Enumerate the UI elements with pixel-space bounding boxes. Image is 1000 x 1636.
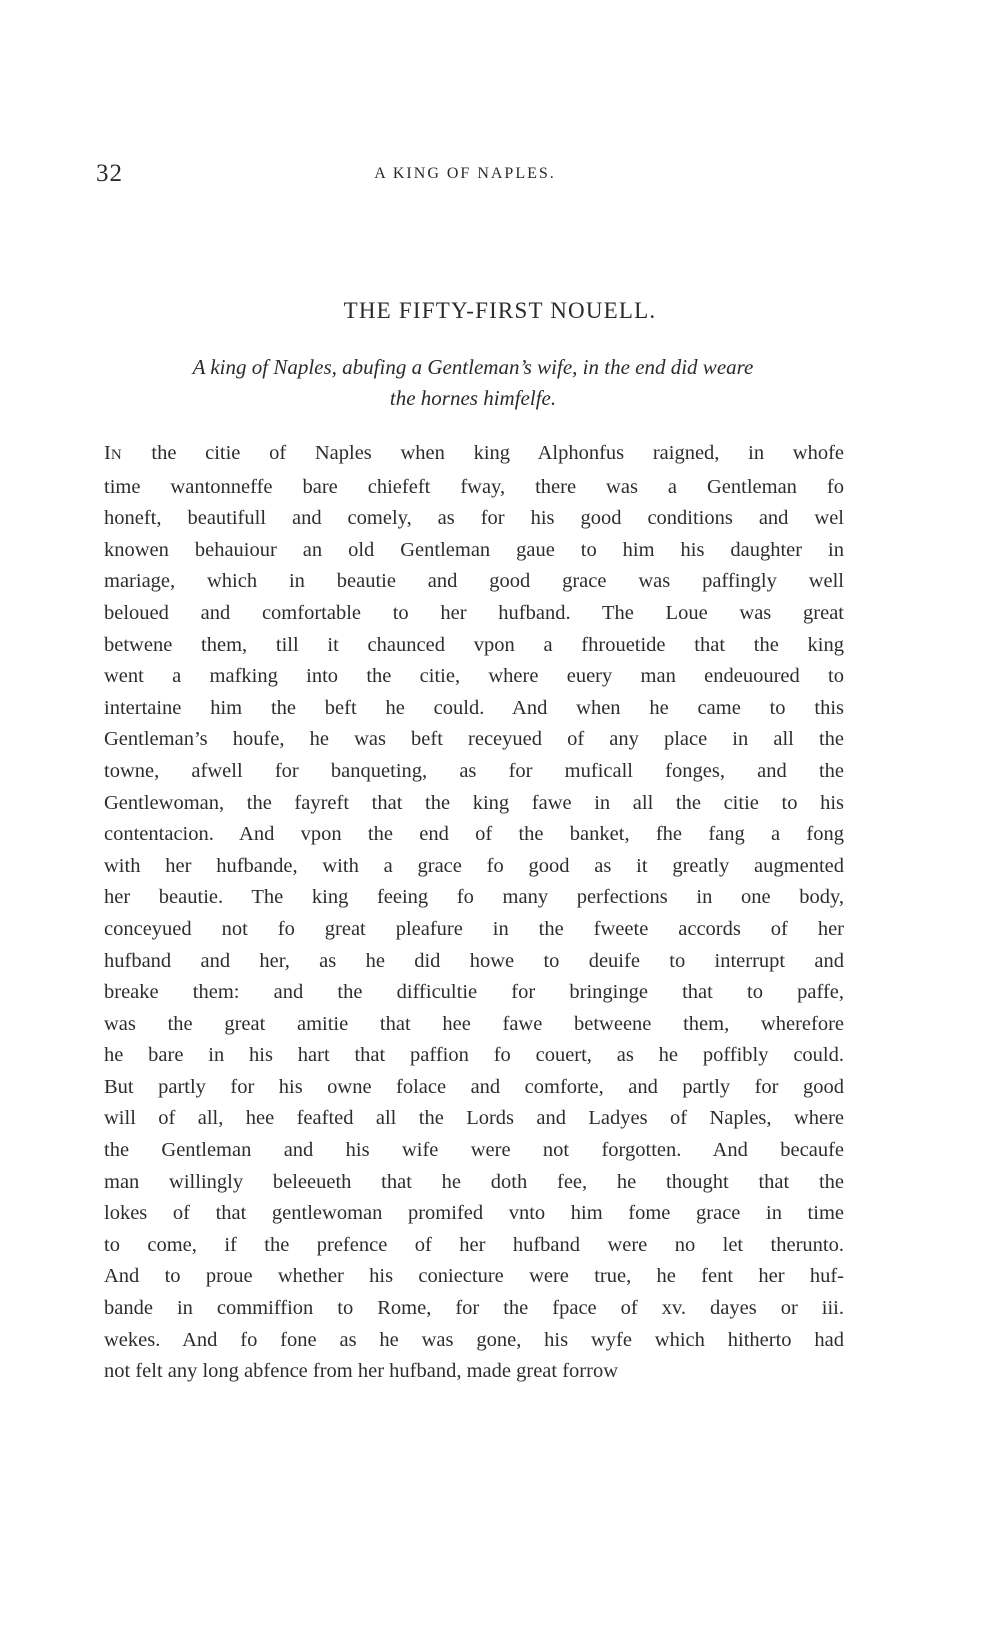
body-line: But partly for his owne folace and comforte, and partly for good: [104, 1075, 844, 1098]
body-line: will of all, hee feafted all the Lords and Ladyes of Naples, where: [104, 1107, 844, 1130]
body-line-first: [104, 438, 844, 472]
body-line: hufband and her, as he did howe to deuife to interrupt and: [104, 949, 844, 972]
body-line: Gentleman’s houfe, he was beft receyued of any place in all the: [104, 728, 844, 751]
body-line: honeft, beautifull and comely, as for his good conditions and wel: [104, 507, 844, 530]
chapter-title: THE FIFTY-FIRST NOUELL.: [343, 298, 657, 323]
body-text: [104, 438, 844, 1388]
body-line: intertaine him the beft he could. And when he came to this: [104, 696, 844, 719]
subtitle-line: the hornes himfelfe.: [389, 386, 557, 410]
body-line: towne, afwell for banqueting, as for muficall fonges, and the: [104, 759, 844, 782]
running-head: A KING OF NAPLES.: [374, 165, 556, 182]
page-number: 32: [96, 160, 123, 187]
body-line: was the great amitie that hee fawe betweene them, wherefore: [104, 1012, 844, 1035]
body-line: time wantonneffe bare chiefeft fway, there was a Gentleman fo: [104, 475, 844, 498]
body-line: her beautie. The king feeing fo many perfections in one body,: [104, 886, 844, 909]
body-line: he bare in his hart that paffion fo couert, as he poffibly could.: [104, 1044, 844, 1067]
body-line: And to proue whether his coniecture were true, he fent her huf-: [104, 1265, 844, 1288]
body-line: breake them: and the difficultie for bringinge that to paffe,: [104, 981, 844, 1004]
body-line: beloued and comfortable to her hufband. The Loue was great: [104, 601, 844, 624]
body-line: went a mafking into the citie, where euery man endeuoured to: [104, 665, 844, 688]
initial-letter: I: [104, 442, 111, 464]
body-line: knowen behauiour an old Gentleman gaue to him his daughter in: [104, 538, 844, 561]
body-line: conceyued not fo great pleafure in the fweete accords of her: [104, 917, 844, 940]
body-line: mariage, which in beautie and good grace was paffingly well: [104, 570, 844, 593]
body-line: Gentlewoman, the fayreft that the king fawe in all the citie to his: [104, 791, 844, 814]
subtitle-line: A king of Naples, abufing a Gentleman’s wife, in the end did weare: [192, 355, 754, 379]
body-line: wekes. And fo fone as he was gone, his wyfe which hitherto had: [104, 1328, 844, 1351]
first-line-rest: the citie of Naples when king Alphonfus raigned, in whofe: [122, 442, 844, 464]
initial-smallcap: N: [110, 447, 123, 463]
body-line: with her hufbande, with a grace fo good as it greatly augmented: [104, 854, 844, 877]
body-line: the Gentleman and his wife were not forgotten. And becaufe: [104, 1139, 844, 1162]
chapter-subtitle: [118, 352, 828, 414]
body-line: bande in commiffion to Rome, for the fpace of xv. dayes or iii.: [104, 1297, 844, 1320]
body-line: lokes of that gentlewoman promifed vnto him fome grace in time: [104, 1202, 844, 1225]
body-line: contentacion. And vpon the end of the banket, fhe fang a fong: [104, 823, 844, 846]
body-line: to come, if the prefence of her hufband were no let therunto.: [104, 1233, 844, 1256]
body-line: betwene them, till it chaunced vpon a fhrouetide that the king: [104, 633, 844, 656]
body-line: not felt any long abfence from her hufband, made great forrow: [104, 1360, 619, 1383]
body-line: man willingly beleeueth that he doth fee, he thought that the: [104, 1170, 844, 1193]
